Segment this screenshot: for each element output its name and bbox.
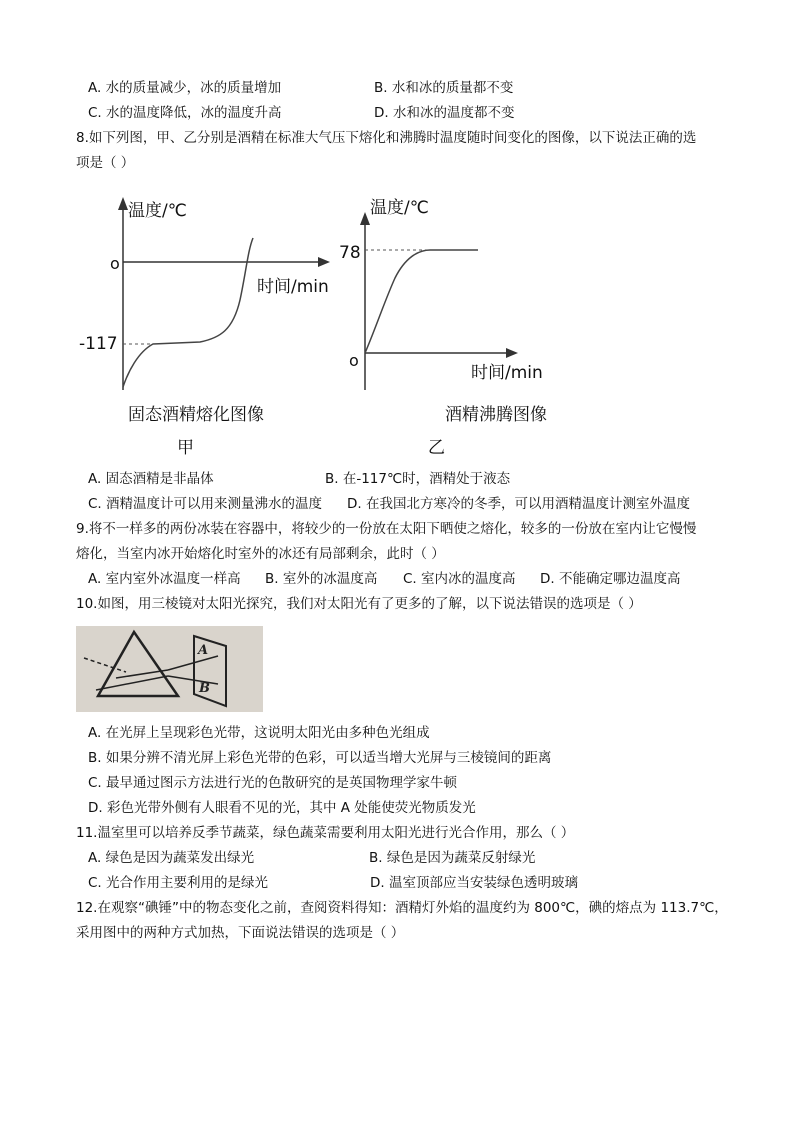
melting-graph-ylabel: 温度/℃ [128,201,187,221]
boiling-graph-ylabel: 温度/℃ [370,198,429,218]
q11-option-d: D. 温室顶部应当安装绿色透明玻璃 [370,875,578,891]
prism-triangle [98,632,178,696]
q11-option-b: B. 绿色是因为蔬菜反射绿光 [369,850,536,866]
boiling-graph-origin: o [349,351,359,370]
q8-option-d: D. 在我国北方寒冷的冬季，可以用酒精温度计测室外温度 [347,496,690,512]
q7-option-d: D. 水和冰的温度都不变 [374,105,515,121]
boiling-graph-xlabel: 时间/min [471,363,543,383]
q11-stem: 11.温室里可以培养反季节蔬菜，绿色蔬菜需要利用太阳光进行光合作用，那么（ ） [76,825,575,841]
q11-option-c: C. 光合作用主要利用的是绿光 [88,875,269,891]
q9-option-b: B. 室外的冰温度高 [265,571,378,587]
boiling-graph-x-arrow [506,348,518,358]
q10-option-a: A. 在光屏上呈现彩色光带，这说明太阳光由多种色光组成 [88,725,430,741]
melting-graph-tick-label: -117 [79,334,118,354]
q7-option-c: C. 水的温度降低，冰的温度升高 [88,105,282,121]
q10-stem: 10.如图，用三棱镜对太阳光探究，我们对太阳光有了更多的了解，以下说法错误的选项是（ ） [76,596,642,612]
q8-option-c: C. 酒精温度计可以用来测量沸水的温度 [88,496,323,512]
incident-light-dashed [84,658,126,672]
q9-option-c: C. 室内冰的温度高 [403,571,516,587]
prism-diagram [76,626,263,712]
boiling-graph-tick-label: 78 [339,243,361,263]
q11-option-a: A. 绿色是因为蔬菜发出绿光 [88,850,255,866]
q8-stem-line1: 8.如下列图，甲、乙分别是酒精在标准大气压下熔化和沸腾时温度随时间变化的图像，以下说法正确的选 [76,130,697,146]
q9-stem-line1: 9.将不一样多的两份冰装在容器中，将较少的一份放在太阳下晒使之熔化，较多的一份放在室内让它慢慢 [76,521,697,537]
q10-option-d: D. 彩色光带外侧有人眼看不见的光，其中 A 处能使荧光物质发光 [88,800,476,816]
boiling-graph [0,0,794,460]
q12-stem-line1: 12.在观察“碘锤”中的物态变化之前，查阅资料得知：酒精灯外焰的温度约为 800℃，碘的熔点为 113.7℃， [76,900,728,916]
q12-stem-line2: 采用图中的两种方式加热，下面说法错误的选项是（ ） [76,925,405,941]
q8-stem-line2: 项是（ ） [76,155,135,171]
q9-stem-line2: 熔化，当室内冰开始熔化时室外的冰还有局部剩余，此时（ ） [76,546,445,562]
melting-graph-origin: o [110,254,120,273]
melting-graph-tag: 甲 [177,438,194,458]
q8-option-b: B. 在-117℃时，酒精处于液态 [325,471,511,487]
boiling-graph-y-arrow [360,212,370,225]
q10-option-c: C. 最早通过图示方法进行光的色散研究的是英国物理学家牛顿 [88,775,458,791]
screen-label-b: B [199,681,210,696]
boiling-graph-caption: 酒精沸腾图像 [445,405,547,425]
boiling-graph-tag: 乙 [428,438,445,458]
melting-graph-caption: 固态酒精熔化图像 [128,405,264,425]
screen-label-a: A [198,643,209,658]
q10-option-b: B. 如果分辨不清光屏上彩色光带的色彩，可以适当增大光屏与三棱镜间的距离 [88,750,552,766]
prism-photo [76,626,263,712]
q9-option-a: A. 室内室外冰温度一样高 [88,571,241,587]
q9-option-d: D. 不能确定哪边温度高 [540,571,681,587]
q7-option-b: B. 水和冰的质量都不变 [374,80,514,96]
q8-option-a: A. 固态酒精是非晶体 [88,471,214,487]
boiling-graph-curve [365,250,478,353]
melting-graph-xlabel: 时间/min [257,277,329,297]
q7-option-a: A. 水的质量减少，冰的质量增加 [88,80,282,96]
